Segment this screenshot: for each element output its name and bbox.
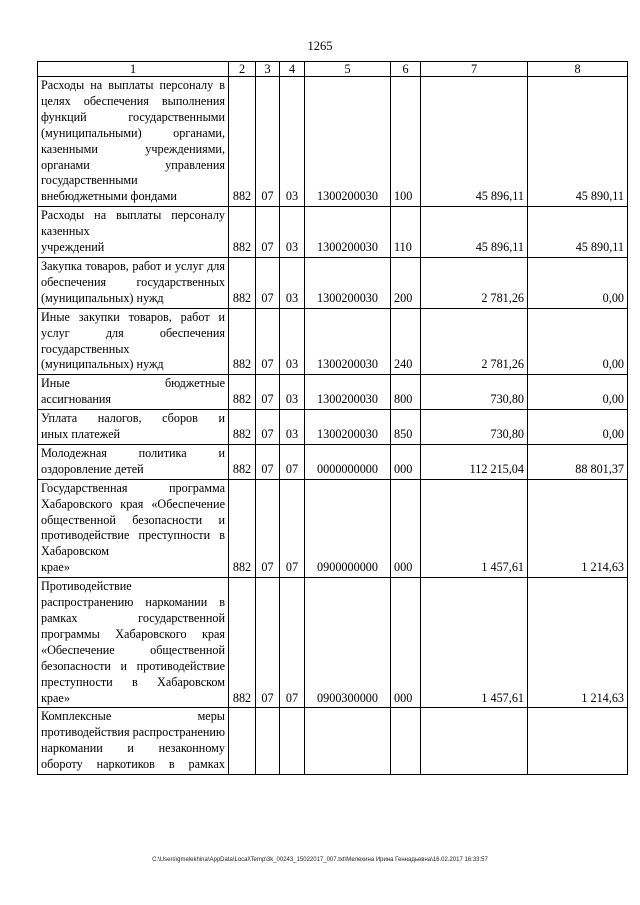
row-cell-c5: 1300200030 [305,375,391,410]
header-col-3: 3 [256,62,280,77]
row-cell-c8: 0,00 [528,410,628,445]
row-name-text: Закупка товаров, работ и услуг для обеспечения государственных [41,258,225,289]
row-cell-c4 [280,708,305,775]
row-cell-c4: 07 [280,578,305,708]
row-cell-c8: 0,00 [528,375,628,410]
row-cell-c4: 03 [280,410,305,445]
budget-table [37,61,628,775]
row-cell-c7: 112 215,04 [421,444,528,479]
row-name-text: Расходы на выплаты персоналу в целях обеспечения выполнения функций государственными (муниципальными) органами, казенными учреждениями, органами управления государственными [41,78,225,188]
row-cell-c3: 07 [256,257,280,308]
row-name-text: Государственная программа Хабаровского края «Обеспечение общественной безопасности и противодействие преступности в Хабаровском [41,480,225,559]
row-cell-c8: 45 890,11 [528,77,628,207]
row-cell-c2: 882 [229,444,256,479]
row-cell-c3 [256,708,280,775]
row-cell-c6 [391,708,421,775]
row-cell-c5: 0900000000 [305,479,391,577]
row-cell-c7: 730,80 [421,410,528,445]
row-cell-c6: 000 [391,479,421,577]
table-row [38,444,628,479]
row-cell-c5: 1300200030 [305,410,391,445]
row-cell-c8: 88 801,37 [528,444,628,479]
row-cell-c6: 200 [391,257,421,308]
row-name-cell [38,257,229,308]
row-cell-c5 [305,708,391,775]
row-name-text: Расходы на выплаты персоналу казенных [41,208,225,239]
row-cell-c7: 1 457,61 [421,479,528,577]
row-cell-c3: 07 [256,444,280,479]
table-row [38,708,628,775]
row-cell-c6: 240 [391,308,421,375]
row-cell-c8 [528,708,628,775]
row-cell-c2 [229,708,256,775]
row-cell-c4: 03 [280,375,305,410]
row-cell-c5: 1300200030 [305,257,391,308]
row-name-cell [38,708,229,775]
row-name-last-line: (муниципальных) нужд [41,290,164,305]
row-cell-c2: 882 [229,375,256,410]
row-cell-c5: 1300200030 [305,308,391,375]
row-name-last-line: крае» [41,560,70,575]
row-name-cell [38,308,229,375]
row-cell-c4: 03 [280,257,305,308]
row-cell-c5: 1300200030 [305,207,391,258]
table-row [38,207,628,258]
header-col-1: 1 [38,62,229,77]
row-cell-c3: 07 [256,578,280,708]
row-cell-c8: 45 890,11 [528,207,628,258]
row-cell-c3: 07 [256,77,280,207]
row-cell-c4: 03 [280,207,305,258]
row-cell-c2: 882 [229,578,256,708]
row-cell-c5: 1300200030 [305,77,391,207]
row-name-cell [38,410,229,445]
row-cell-c6: 800 [391,375,421,410]
row-name-text: Противодействие распространению наркомании в рамках государственной программы Хабаровского края «Обеспечение общественной безопасности и противодействие преступности в Хабаровском [41,579,225,689]
row-cell-c7: 2 781,26 [421,257,528,308]
header-row [38,62,628,77]
row-cell-c3: 07 [256,207,280,258]
row-name-cell [38,444,229,479]
row-cell-c7: 730,80 [421,375,528,410]
row-cell-c2: 882 [229,410,256,445]
row-cell-c3: 07 [256,375,280,410]
table-row [38,578,628,708]
row-cell-c5: 0000000000 [305,444,391,479]
row-name-last-line: иных платежей [41,427,120,442]
row-name-last-line: учреждений [41,240,105,255]
row-cell-c8: 1 214,63 [528,578,628,708]
header-col-8: 8 [528,62,628,77]
row-cell-c2: 882 [229,207,256,258]
row-cell-c4: 03 [280,77,305,207]
header-col-5: 5 [305,62,391,77]
row-name-cell [38,207,229,258]
row-cell-c3: 07 [256,410,280,445]
row-name-last-line: оздоровление детей [41,461,144,476]
row-cell-c8: 1 214,63 [528,479,628,577]
row-cell-c6: 850 [391,410,421,445]
row-cell-c6: 110 [391,207,421,258]
row-name-last-line: ассигнования [41,392,112,407]
row-name-text: Молодежная политика и [41,445,225,460]
footer-file-path: C:\Users\gmelekhina\AppData\Local\Temp\3k_00243_15022017_007.txt\Мелехина Ирина Геннадьевна\16.02.2017 16:33:57 [152,857,488,863]
row-name-cell [38,77,229,207]
table-row [38,257,628,308]
row-cell-c5: 0900300000 [305,578,391,708]
row-name-text: Иные закупки товаров, работ и услуг для обеспечения государственных [41,309,225,356]
row-cell-c7: 1 457,61 [421,578,528,708]
row-cell-c2: 882 [229,308,256,375]
row-name-last-line: крае» [41,690,70,705]
row-cell-c2: 882 [229,257,256,308]
table-row [38,375,628,410]
row-name-text: Уплата налогов, сборов и [41,411,225,426]
row-name-text: Комплексные меры противодействия распространению наркомании и незаконному обороту наркотиков в рамках [41,709,226,772]
row-name-cell [38,578,229,708]
header-col-7: 7 [421,62,528,77]
table-row [38,479,628,577]
page-number: 1265 [307,39,333,53]
row-cell-c6: 000 [391,578,421,708]
row-name-text: Иные бюджетные [41,376,225,391]
row-cell-c4: 03 [280,308,305,375]
row-cell-c6: 100 [391,77,421,207]
row-cell-c8: 0,00 [528,308,628,375]
header-col-2: 2 [229,62,256,77]
table-row [38,410,628,445]
row-name-last-line: (муниципальных) нужд [41,357,164,372]
header-col-6: 6 [391,62,421,77]
table-row [38,77,628,207]
row-cell-c3: 07 [256,308,280,375]
row-name-last-line: внебюджетными фондами [41,189,177,204]
row-cell-c7: 45 896,11 [421,77,528,207]
row-cell-c6: 000 [391,444,421,479]
row-cell-c2: 882 [229,479,256,577]
row-cell-c7: 2 781,26 [421,308,528,375]
row-cell-c7 [421,708,528,775]
header-col-4: 4 [280,62,305,77]
row-cell-c8: 0,00 [528,257,628,308]
row-cell-c4: 07 [280,444,305,479]
row-cell-c7: 45 896,11 [421,207,528,258]
table-row [38,308,628,375]
row-cell-c3: 07 [256,479,280,577]
row-cell-c4: 07 [280,479,305,577]
row-name-cell [38,375,229,410]
row-name-cell [38,479,229,577]
row-cell-c2: 882 [229,77,256,207]
